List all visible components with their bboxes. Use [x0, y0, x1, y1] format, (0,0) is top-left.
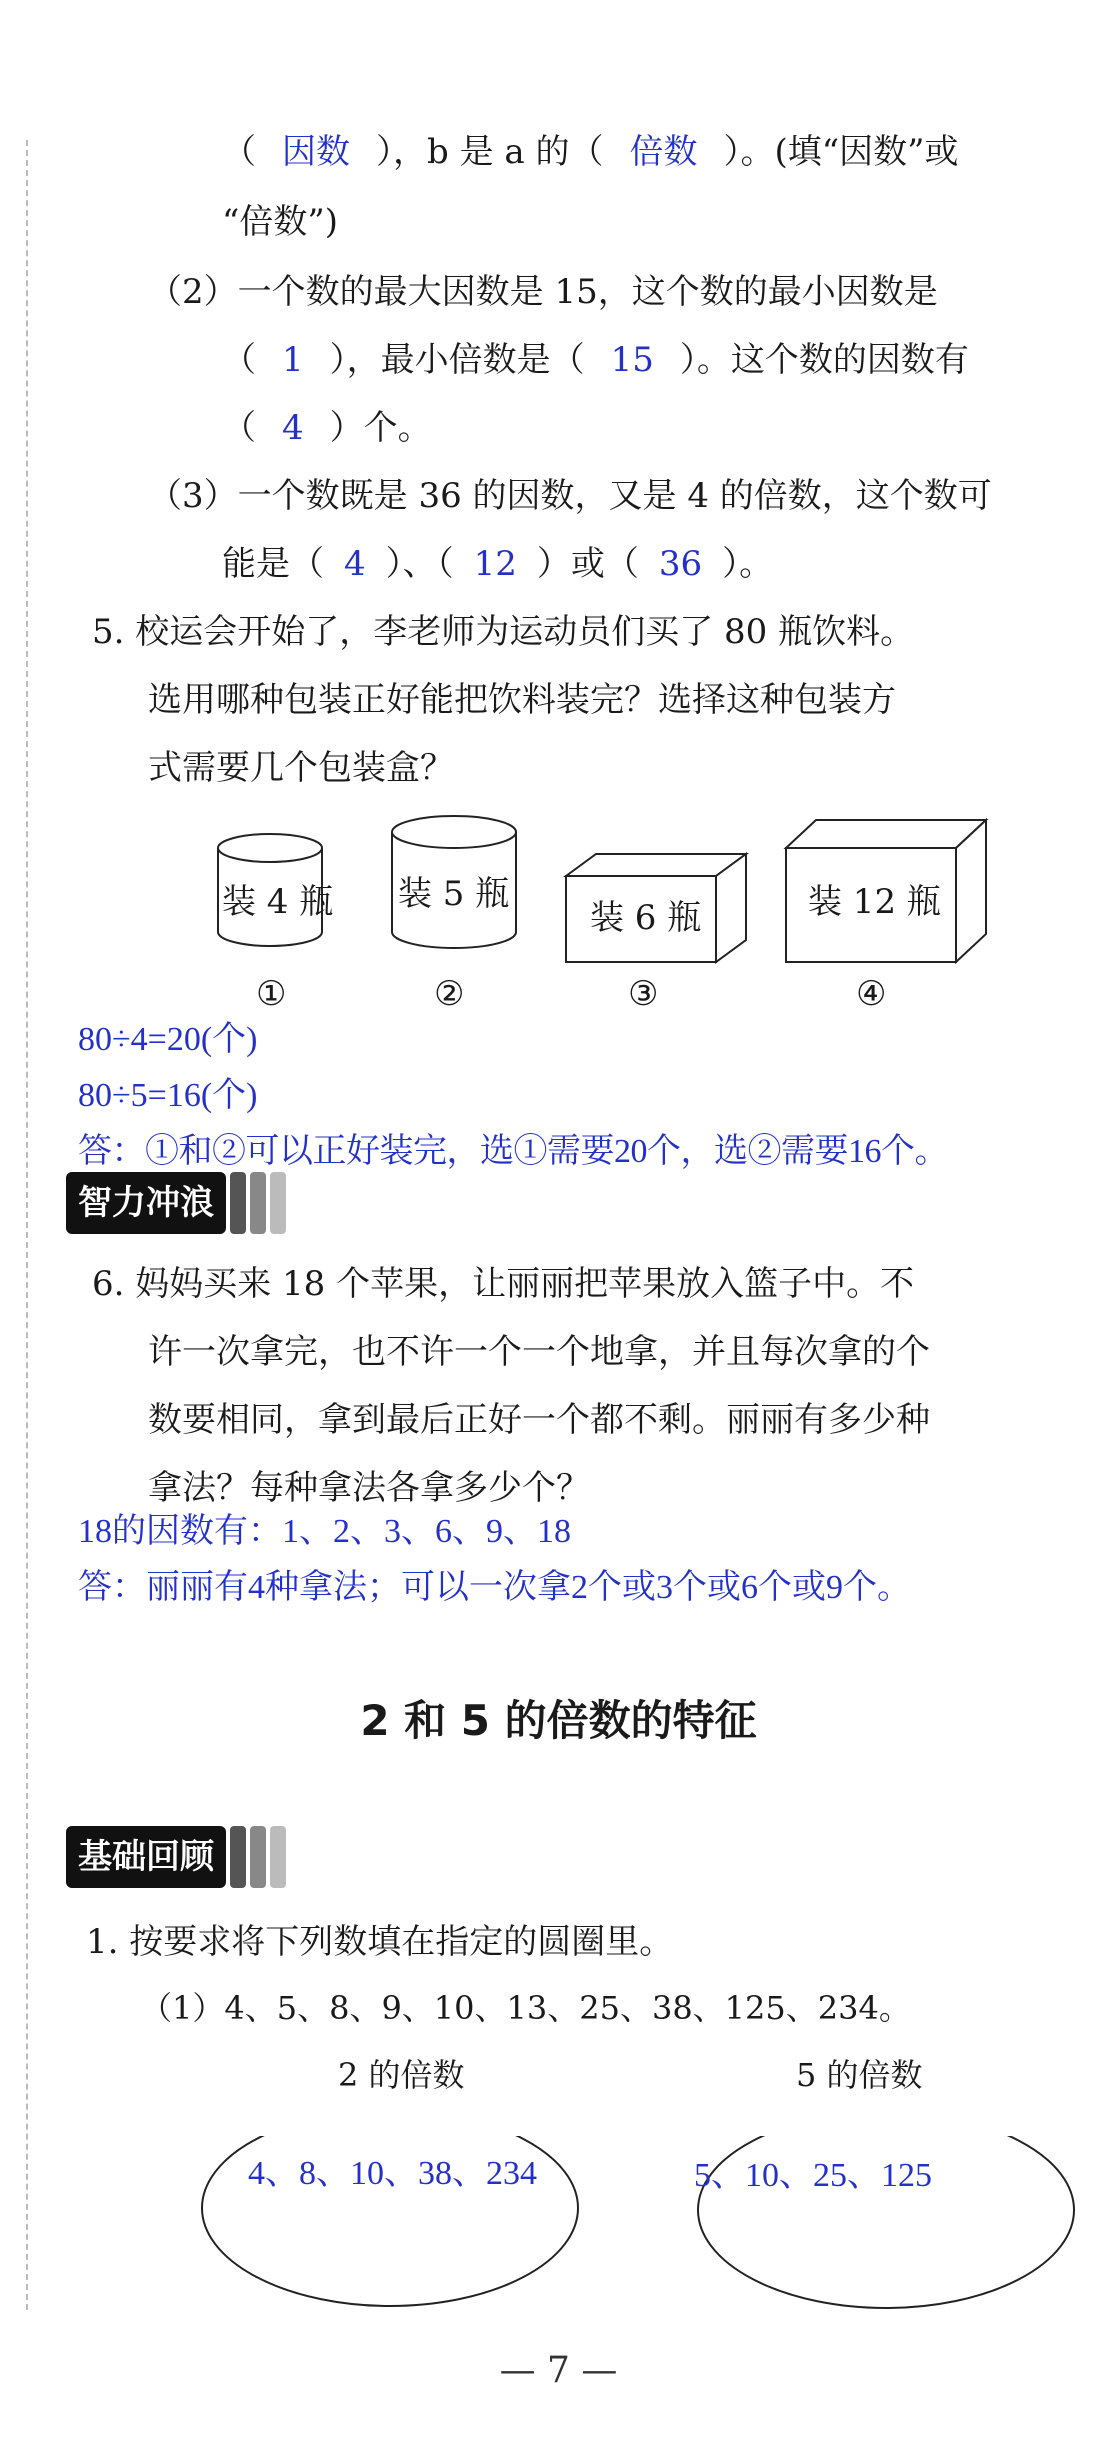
question-4-2-line-3: （ 4 ）个。	[222, 408, 432, 448]
question-5-line-3: 式需要几个包装盒？	[148, 748, 454, 788]
answer-5-line-3: 答：①和②可以正好装完，选①需要20个，选②需要16个。	[78, 1133, 948, 1170]
question-4-2-line-2: （ 1 ），最小倍数是（ 15 ）。这个数的因数有	[222, 340, 969, 380]
answer-12: 12	[473, 544, 517, 584]
answer-4: 4	[344, 544, 366, 584]
marker-3: ③	[628, 974, 659, 1014]
marker-2: ②	[434, 974, 465, 1014]
answer-multiple: 倍数	[629, 132, 698, 172]
answer-5-line-1: 80÷4=20(个)	[78, 1021, 258, 1058]
answer-factor: 因数	[282, 132, 350, 172]
answer-6-line-2: 答：丽丽有4种拿法；可以一次拿2个或3个或6个或9个。	[78, 1569, 911, 1606]
container-label-6: 装 6 瓶	[590, 898, 702, 938]
question-6-line-1: 6. 妈妈买来 18 个苹果，让丽丽把苹果放入篮子中。不	[92, 1264, 915, 1304]
question-5-line-1: 5. 校运会开始了，李老师为运动员们买了 80 瓶饮料。	[92, 612, 915, 652]
page-number: — 7 —	[499, 2350, 618, 2391]
banner-stripe	[270, 1172, 286, 1234]
question-4-1-line-2: “倍数”)	[222, 202, 339, 242]
container-label-5: 装 5 瓶	[398, 874, 510, 914]
banner-stripe	[250, 1172, 266, 1234]
question-4-3-line-2: 能是（ 4 ）、（ 12 ）或（ 36 ）。	[222, 544, 774, 584]
binding-dash-line	[26, 140, 28, 2310]
question-6-line-3: 数要相同，拿到最后正好一个都不剩。丽丽有多少种	[148, 1400, 930, 1440]
answer-5-multiples: 5、10、25、125	[694, 2157, 932, 2194]
question-5-line-2: 选用哪种包装正好能把饮料装完？选择这种包装方	[148, 680, 896, 720]
question-1-line-2: （1）4、5、8、9、10、13、25、38、125、234。	[140, 1989, 911, 2027]
answer-factor-count: 4	[282, 408, 304, 448]
banner-stripe	[250, 1826, 266, 1888]
answer-min-multiple: 15	[610, 340, 654, 380]
question-1-line-1: 1. 按要求将下列数填在指定的圆圈里。	[86, 1922, 674, 1962]
answer-5-line-2: 80÷5=16(个)	[78, 1077, 258, 1114]
question-4-3-line-1: （3）一个数既是 36 的因数，又是 4 的倍数，这个数可	[148, 476, 992, 516]
container-label-4: 装 4 瓶	[222, 882, 334, 922]
circle-label-5-multiples: 5 的倍数	[796, 2056, 923, 2094]
section-banner-review	[66, 1826, 286, 1888]
banner-stripe	[230, 1826, 246, 1888]
answer-2-multiples: 4、8、10、38、234	[248, 2155, 537, 2192]
question-4-2-line-1: （2）一个数的最大因数是 15，这个数的最小因数是	[148, 272, 938, 312]
section-title: 2 和 5 的倍数的特征	[360, 1696, 757, 1745]
question-6-line-2: 许一次拿完，也不许一个一个地拿，并且每次拿的个	[148, 1332, 930, 1372]
banner-label: 智力冲浪	[66, 1172, 226, 1234]
marker-4: ④	[856, 974, 887, 1014]
question-6-line-4: 拿法？每种拿法各拿多少个？	[148, 1468, 590, 1508]
question-4-1-line-1: （ 因数 ），b 是 a 的（ 倍数 ）。(填“因数”或	[222, 132, 959, 172]
circle-label-2-multiples: 2 的倍数	[338, 2056, 465, 2094]
answer-min-factor: 1	[282, 340, 304, 380]
answer-6-line-1: 18的因数有：1、2、3、6、9、18	[78, 1513, 571, 1550]
container-label-12: 装 12 瓶	[808, 882, 941, 922]
banner-stripe	[270, 1826, 286, 1888]
answer-36: 36	[658, 544, 703, 584]
section-banner-brain	[66, 1172, 286, 1234]
banner-stripe	[230, 1172, 246, 1234]
banner-label: 基础回顾	[66, 1826, 226, 1888]
marker-1: ①	[256, 974, 287, 1014]
